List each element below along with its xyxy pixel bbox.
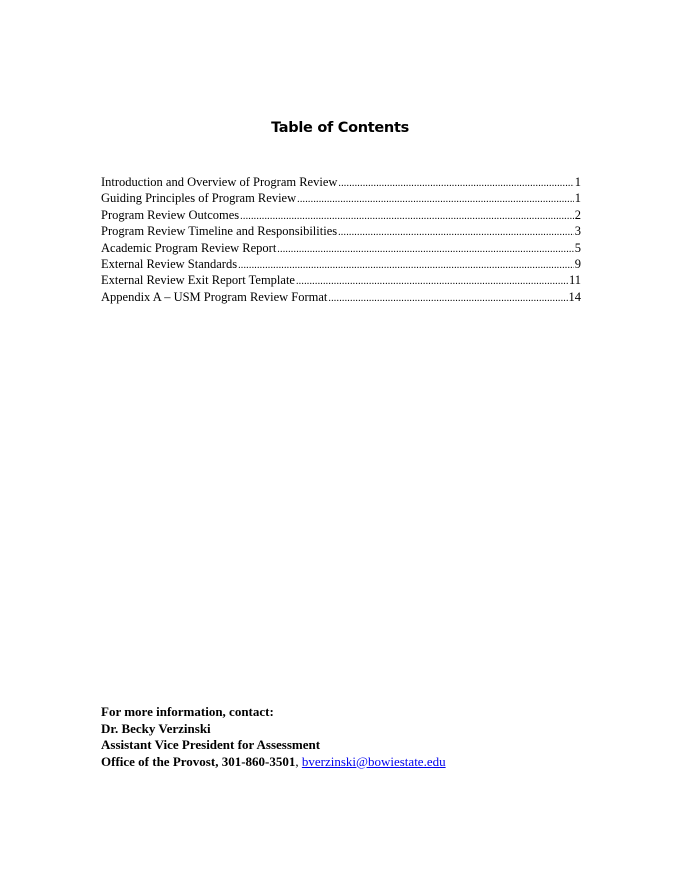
toc-entry-page: 1 (574, 175, 581, 189)
toc-entry-label: External Review Standards (101, 256, 238, 271)
toc-entry-page: 2 (574, 207, 581, 222)
toc-dot-leader (328, 291, 567, 305)
toc-entry[interactable] (101, 240, 581, 256)
toc-entry-label: Program Review Outcomes (101, 207, 240, 222)
toc-entry-label: Introduction and Overview of Program Review (101, 175, 338, 189)
toc-dot-leader (238, 258, 574, 272)
toc-entry-label: Guiding Principles of Program Review (101, 191, 297, 206)
toc-entry-label: External Review Exit Report Template (101, 273, 295, 288)
toc-entry[interactable] (101, 190, 581, 206)
page-title: Table of Contents (271, 120, 409, 136)
toc-entry-page: 5 (574, 240, 581, 255)
toc-dot-leader (277, 242, 573, 256)
contact-heading: For more information, contact: (101, 704, 274, 719)
toc-dot-leader (240, 209, 574, 223)
toc-entry[interactable] (101, 272, 581, 288)
toc-entry-page: 14 (568, 289, 581, 304)
contact-separator: , (295, 753, 302, 769)
contact-office: Office of the Provost, 301-860-3501 (101, 753, 296, 769)
toc-entry[interactable] (101, 256, 581, 272)
toc-entry[interactable] (101, 174, 581, 190)
contact-block (101, 704, 446, 770)
toc-dot-leader (338, 225, 574, 239)
toc-dot-leader (297, 192, 574, 206)
toc-dot-leader (296, 274, 568, 288)
toc-entry-page: 3 (574, 224, 581, 239)
table-of-contents (101, 174, 581, 305)
toc-entry[interactable] (101, 289, 581, 305)
toc-entry-label: Program Review Timeline and Responsibilities (101, 224, 338, 239)
toc-entry-page: 11 (568, 273, 581, 288)
toc-entry-label: Academic Program Review Report (101, 240, 277, 255)
toc-entry-page: 9 (574, 256, 581, 271)
contact-email-link[interactable]: bverzinski@bowiestate.edu (301, 753, 446, 769)
contact-office-line (101, 754, 446, 771)
contact-role: Assistant Vice President for Assessment (101, 737, 321, 752)
toc-dot-leader (338, 176, 573, 190)
toc-entry[interactable] (101, 207, 581, 223)
toc-entry-page: 1 (574, 191, 581, 206)
toc-entry-label: Appendix A – USM Program Review Format (101, 289, 328, 304)
toc-entry[interactable] (101, 223, 581, 239)
contact-name: Dr. Becky Verzinski (101, 720, 211, 736)
